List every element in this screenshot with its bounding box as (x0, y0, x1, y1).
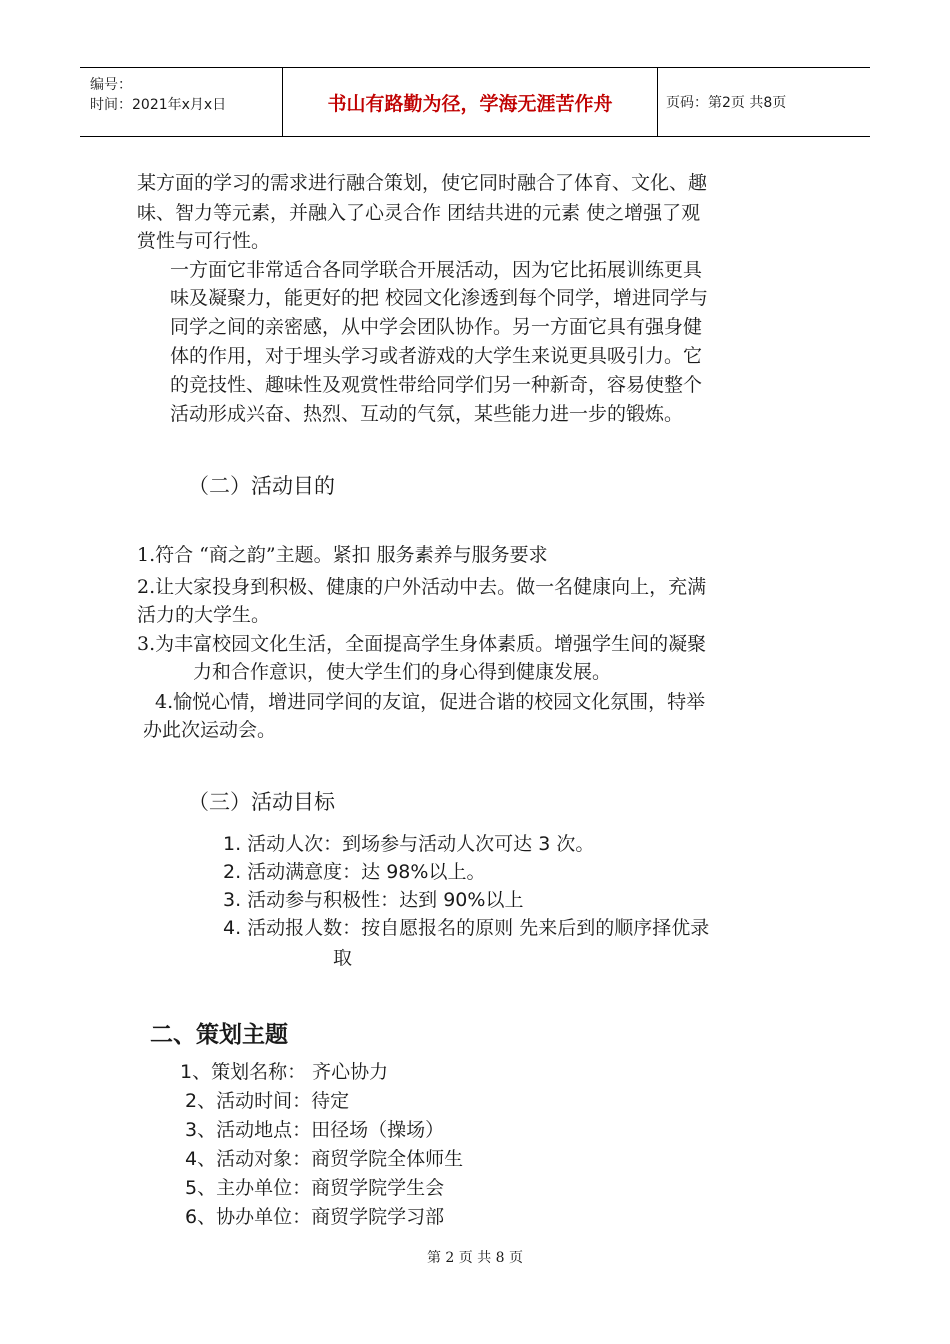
document-header (80, 67, 870, 137)
goal-item: 4. 活动报人数：按自愿报名的原则 先来后到的顺序择优录 (223, 917, 710, 939)
intro-line: 体的作用，对于埋头学习或者游戏的大学生来说更具吸引力。它 (170, 345, 703, 367)
theme-item: 4、活动对象：商贸学院全体师生 (185, 1148, 464, 1170)
section-heading-theme: 二、策划主题 (150, 1022, 288, 1048)
document-code-label: 编号： (90, 77, 132, 93)
purpose-item: 2.让大家投身到积极、健康的户外活动中去。做一名健康向上，充满 (137, 576, 707, 598)
goal-item: 3. 活动参与积极性：达到 90%以上 (223, 889, 524, 911)
page-footer: 第 2 页 共 8 页 (426, 1250, 524, 1266)
theme-item: 2、活动时间：待定 (185, 1090, 350, 1112)
goal-item: 1. 活动人次：到场参与活动人次可达 3 次。 (223, 833, 595, 855)
goal-item-cont: 取 (333, 947, 353, 969)
purpose-item-cont: 办此次运动会。 (143, 719, 277, 741)
header-meta-cell (80, 68, 283, 136)
header-page-info: 页码：第2页 共8页 (666, 95, 787, 111)
header-motto: 书山有路勤为径，学海无涯苦作舟 (283, 68, 658, 136)
purpose-item-cont: 力和合作意识，使大学生们的身心得到健康发展。 (193, 661, 612, 683)
purpose-item: 1.符合 “商之韵”主题。紧扣 服务素养与服务要求 (137, 544, 548, 566)
theme-item: 5、主办单位：商贸学院学生会 (185, 1177, 445, 1199)
section-heading-purpose: （二）活动目的 (188, 474, 335, 498)
intro-line: 一方面它非常适合各同学联合开展活动，因为它比拓展训练更具 (170, 259, 703, 281)
goal-item: 2. 活动满意度：达 98%以上。 (223, 861, 486, 883)
intro-line: 味、智力等元素，并融入了心灵合作 团结共进的元素 使之增强了观 (137, 202, 701, 224)
intro-line: 味及凝聚力，能更好的把 校园文化渗透到每个同学，增进同学与 (170, 287, 709, 309)
theme-item: 3、活动地点：田径场（操场） (185, 1119, 445, 1141)
document-date: 时间：2021年x月x日 (90, 97, 227, 113)
intro-line: 同学之间的亲密感，从中学会团队协作。另一方面它具有强身健 (170, 316, 703, 338)
intro-line: 的竞技性、趣味性及观赏性带给同学们另一种新奇，容易使整个 (170, 374, 703, 396)
purpose-item: 4.愉悦心情，增进同学间的友谊，促进合谐的校园文化氛围，特举 (155, 691, 706, 713)
intro-line: 活动形成兴奋、热烈、互动的气氛，某些能力进一步的锻炼。 (170, 403, 684, 425)
theme-item: 6、协办单位：商贸学院学习部 (185, 1206, 445, 1228)
intro-line: 某方面的学习的需求进行融合策划，使它同时融合了体育、文化、趣 (137, 172, 708, 194)
purpose-item-cont: 活力的大学生。 (137, 604, 271, 626)
theme-item: 1、策划名称： 齐心协力 (180, 1061, 389, 1083)
purpose-item: 3.为丰富校园文化生活，全面提高学生身体素质。增强学生间的凝聚 (137, 633, 707, 655)
section-heading-goals: （三）活动目标 (188, 790, 335, 814)
intro-line: 赏性与可行性。 (137, 230, 271, 252)
